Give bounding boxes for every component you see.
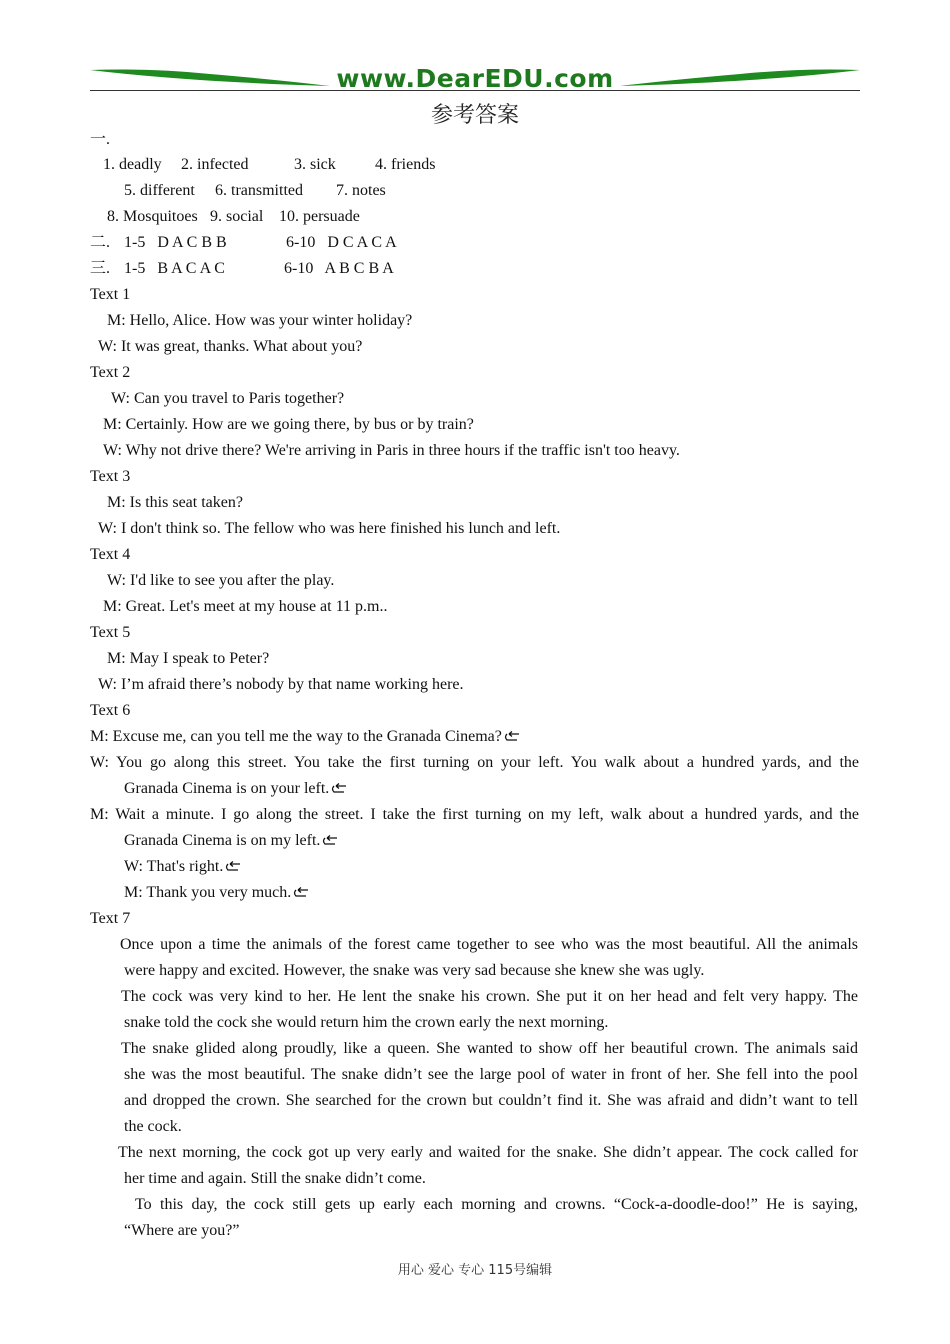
text-7-p3-line-c: and dropped the crown. She searched for the crown but couldn’t find it. She was afraid and didn’t want to tell bbox=[124, 1092, 858, 1109]
text-6-heading: Text 6 bbox=[90, 702, 131, 719]
text-7-p5-line-a: To this day, the cock still gets up early each morning and crowns. “Cock-a-doodle-doo!” He is saying, bbox=[135, 1196, 858, 1213]
text-7-p3-line-b: she was the most beautiful. The snake didn’t see the large pool of water in front of her. She fell into the pool bbox=[124, 1066, 858, 1083]
section-2-answers-6-10: 6-10 D C A C A bbox=[286, 234, 397, 251]
text-2-line-3: W: Why not drive there? We're arriving in Paris in three hours if the traffic isn't too heavy. bbox=[103, 442, 680, 459]
page-title: 参考答案 bbox=[430, 103, 519, 128]
text-7-p2-line-a: The cock was very kind to her. He lent the snake his crown. She put it on her head and felt very happy. The bbox=[121, 988, 858, 1005]
answer-1: 1. deadly bbox=[103, 156, 162, 173]
text-6-line-3b bbox=[124, 831, 339, 851]
text-7-p5-line-b: “Where are you?” bbox=[124, 1222, 240, 1239]
answer-3: 3. sick bbox=[294, 156, 336, 173]
text-2-line-2: M: Certainly. How are we going there, by bus or by train? bbox=[103, 416, 474, 433]
answer-9: 9. social bbox=[210, 208, 264, 225]
return-arrow-icon bbox=[503, 731, 521, 743]
section-2-answers-1-5: 1-5 D A C B B bbox=[124, 234, 227, 251]
text-3-heading: Text 3 bbox=[90, 468, 131, 485]
text-4-heading: Text 4 bbox=[90, 546, 131, 563]
text-6-line-1 bbox=[90, 727, 521, 747]
return-arrow-icon bbox=[224, 861, 242, 873]
section-3-answers-1-5: 1-5 B A C A C bbox=[124, 260, 225, 277]
page-footer: 用心 爱心 专心 115号编辑 bbox=[397, 1263, 553, 1278]
text-5-line-2: W: I’m afraid there’s nobody by that name working here. bbox=[98, 676, 464, 693]
return-arrow-icon bbox=[292, 887, 310, 899]
text-6-line-2a: W: You go along this street. You take the first turning on your left. You walk about a hundred yards, and the bbox=[90, 754, 859, 771]
text-5-line-1: M: May I speak to Peter? bbox=[107, 650, 270, 667]
text-6-line-4-text: W: That's right. bbox=[124, 858, 224, 875]
answer-4: 4. friends bbox=[375, 156, 436, 173]
text-6-line-3b-text: Granada Cinema is on my left. bbox=[124, 832, 321, 849]
text-7-p1-line-b: were happy and excited. However, the snake was very sad because she knew she was ugly. bbox=[124, 962, 705, 979]
text-7-p3-line-d: the cock. bbox=[124, 1118, 182, 1135]
text-7-p4-line-a: The next morning, the cock got up very early and waited for the snake. She didn’t appear. The cock called for bbox=[118, 1144, 858, 1161]
text-7-heading: Text 7 bbox=[90, 910, 131, 927]
text-7-p1-line-a: Once upon a time the animals of the forest came together to see who was the most beautiful. All the animals bbox=[120, 936, 858, 953]
answer-2: 2. infected bbox=[181, 156, 249, 173]
text-3-line-2: W: I don't think so. The fellow who was here finished his lunch and left. bbox=[98, 520, 561, 537]
answer-7: 7. notes bbox=[336, 182, 386, 199]
text-2-heading: Text 2 bbox=[90, 364, 131, 381]
text-6-line-5 bbox=[124, 883, 310, 903]
text-2-line-1: W: Can you travel to Paris together? bbox=[111, 390, 345, 407]
answer-5: 5. different bbox=[124, 182, 195, 199]
section-3-answers-6-10: 6-10 A B C B A bbox=[284, 260, 394, 277]
text-1-heading: Text 1 bbox=[90, 286, 131, 303]
text-6-line-3a: M: Wait a minute. I go along the street. I take the first turning on my left, walk about a hundred yards, and the bbox=[90, 806, 859, 823]
banner-logo-text: www.DearEDU.com bbox=[336, 64, 614, 93]
text-4-line-1: W: I'd like to see you after the play. bbox=[107, 572, 335, 589]
text-6-line-2b bbox=[124, 779, 348, 799]
text-1-line-2: W: It was great, thanks. What about you? bbox=[98, 338, 363, 355]
answer-10: 10. persuade bbox=[279, 208, 360, 225]
section-2-label: 二. bbox=[90, 234, 111, 251]
text-7-p3-line-a: The snake glided along proudly, like a queen. She wanted to show off her beautiful crown. The animals said bbox=[121, 1040, 858, 1057]
section-1-label: 一. bbox=[90, 131, 111, 148]
section-3-label: 三. bbox=[90, 260, 111, 277]
header-rule bbox=[90, 90, 860, 91]
text-6-line-4 bbox=[124, 857, 242, 877]
answer-6: 6. transmitted bbox=[215, 182, 303, 199]
text-6-line-2b-text: Granada Cinema is on your left. bbox=[124, 780, 330, 797]
return-arrow-icon bbox=[330, 783, 348, 795]
text-3-line-1: M: Is this seat taken? bbox=[107, 494, 243, 511]
text-7-p4-line-b: her time and again. Still the snake didn’t come. bbox=[124, 1170, 426, 1187]
text-7-p2-line-b: snake told the cock she would return him the crown early the next morning. bbox=[124, 1014, 609, 1031]
return-arrow-icon bbox=[321, 835, 339, 847]
text-5-heading: Text 5 bbox=[90, 624, 131, 641]
answer-8: 8. Mosquitoes bbox=[107, 208, 198, 225]
text-6-line-5-text: M: Thank you very much. bbox=[124, 884, 292, 901]
text-4-line-2: M: Great. Let's meet at my house at 11 p.m.. bbox=[103, 598, 388, 615]
text-6-line-1-text: M: Excuse me, can you tell me the way to the Granada Cinema? bbox=[90, 728, 502, 745]
text-1-line-1: M: Hello, Alice. How was your winter holiday? bbox=[107, 312, 413, 329]
